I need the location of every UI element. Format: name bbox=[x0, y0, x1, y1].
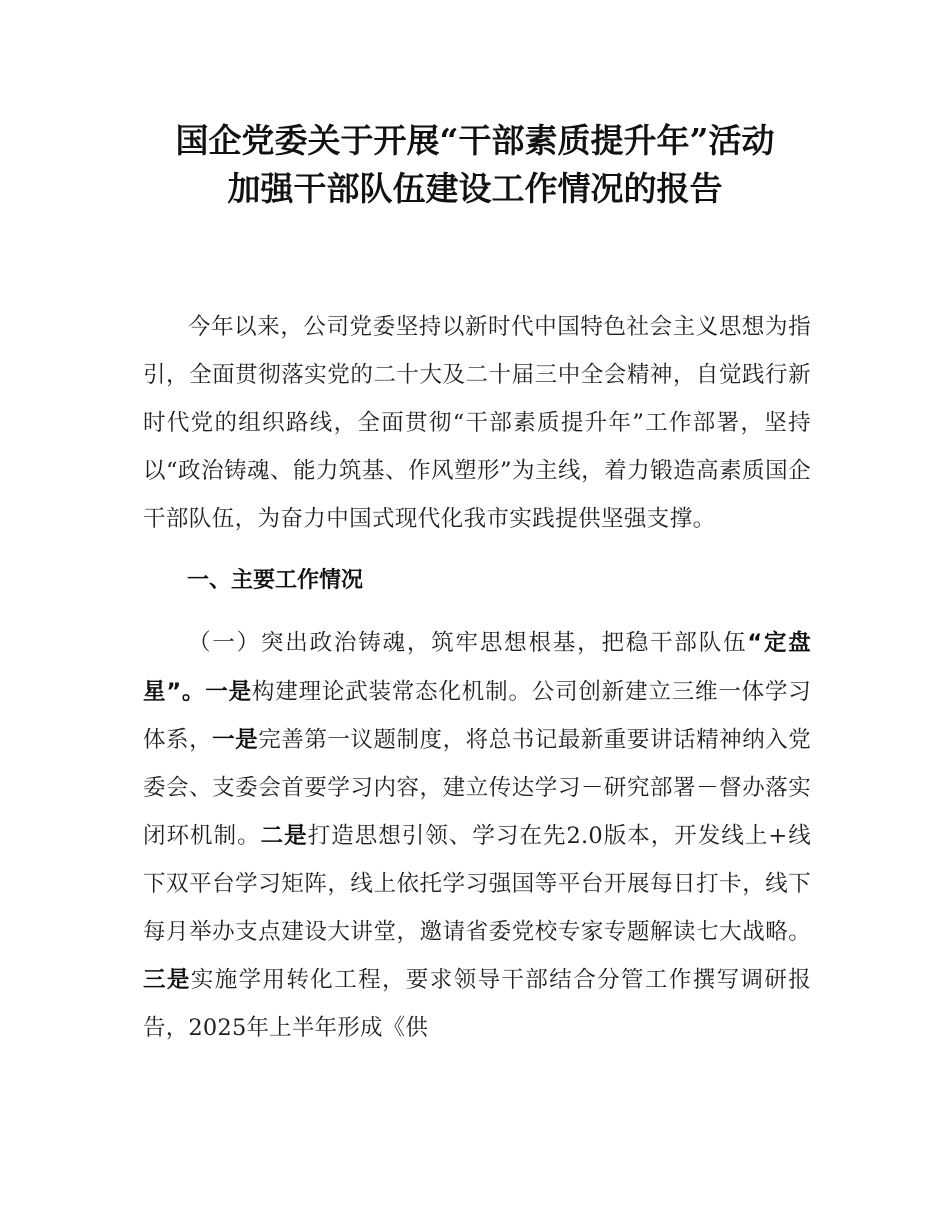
subsection-paragraph-1 bbox=[143, 619, 811, 1052]
point-label-1: 一是 bbox=[205, 678, 252, 705]
document-title-line-2: 加强干部队伍建设工作情况的报告 bbox=[227, 169, 723, 208]
point-label-3: 二是 bbox=[260, 822, 308, 849]
subsection-lead: （一）突出政治铸魂，筑牢思想根基，把稳干部队伍 bbox=[188, 630, 748, 657]
point-text-2: 完善第一议题制度，将总书记最新重要讲话精神纳入党委会、支委会首要学习内容，建立传达学习－研究部署－督办落实闭环机制。 bbox=[143, 726, 811, 849]
subsection-lead-bold: “定盘星”。 bbox=[143, 630, 812, 705]
point-text-1: 构建理论武装常态化机制。公司创新建立三维一体学习体系， bbox=[143, 678, 812, 753]
document-title-line-1: 国企党委关于开展“干部素质提升年”活动 bbox=[175, 121, 775, 160]
point-label-4: 三是 bbox=[143, 967, 191, 994]
point-text-3: 打造思想引领、学习在先2.0版本，开发线上+线下双平台学习矩阵，线上依托学习强国等平台开展每日打卡，线下每月举办支点建设大讲堂，邀请省委党校专家专题解读七大战略。 bbox=[143, 822, 811, 946]
section-heading-1: 一、主要工作情况 bbox=[187, 568, 364, 594]
intro-paragraph: 今年以来，公司党委坚持以新时代中国特色社会主义思想为指引，全面贯彻落实党的二十大及二十届三中全会精神，自觉践行新时代党的组织路线，全面贯彻“干部素质提升年”工作部署，坚持以“政治铸魂、能力筑基、作风塑形”为主线，着力锻造高素质国企干部队伍，为奋力中国式现代化我市实践提供坚强支撑。 bbox=[143, 314, 811, 533]
point-text-4: 实施学用转化工程，要求领导干部结合分管工作撰写调研报告，2025年上半年形成《供 bbox=[143, 967, 812, 1042]
point-label-2: 一是 bbox=[212, 726, 259, 753]
document-body bbox=[143, 303, 811, 1052]
